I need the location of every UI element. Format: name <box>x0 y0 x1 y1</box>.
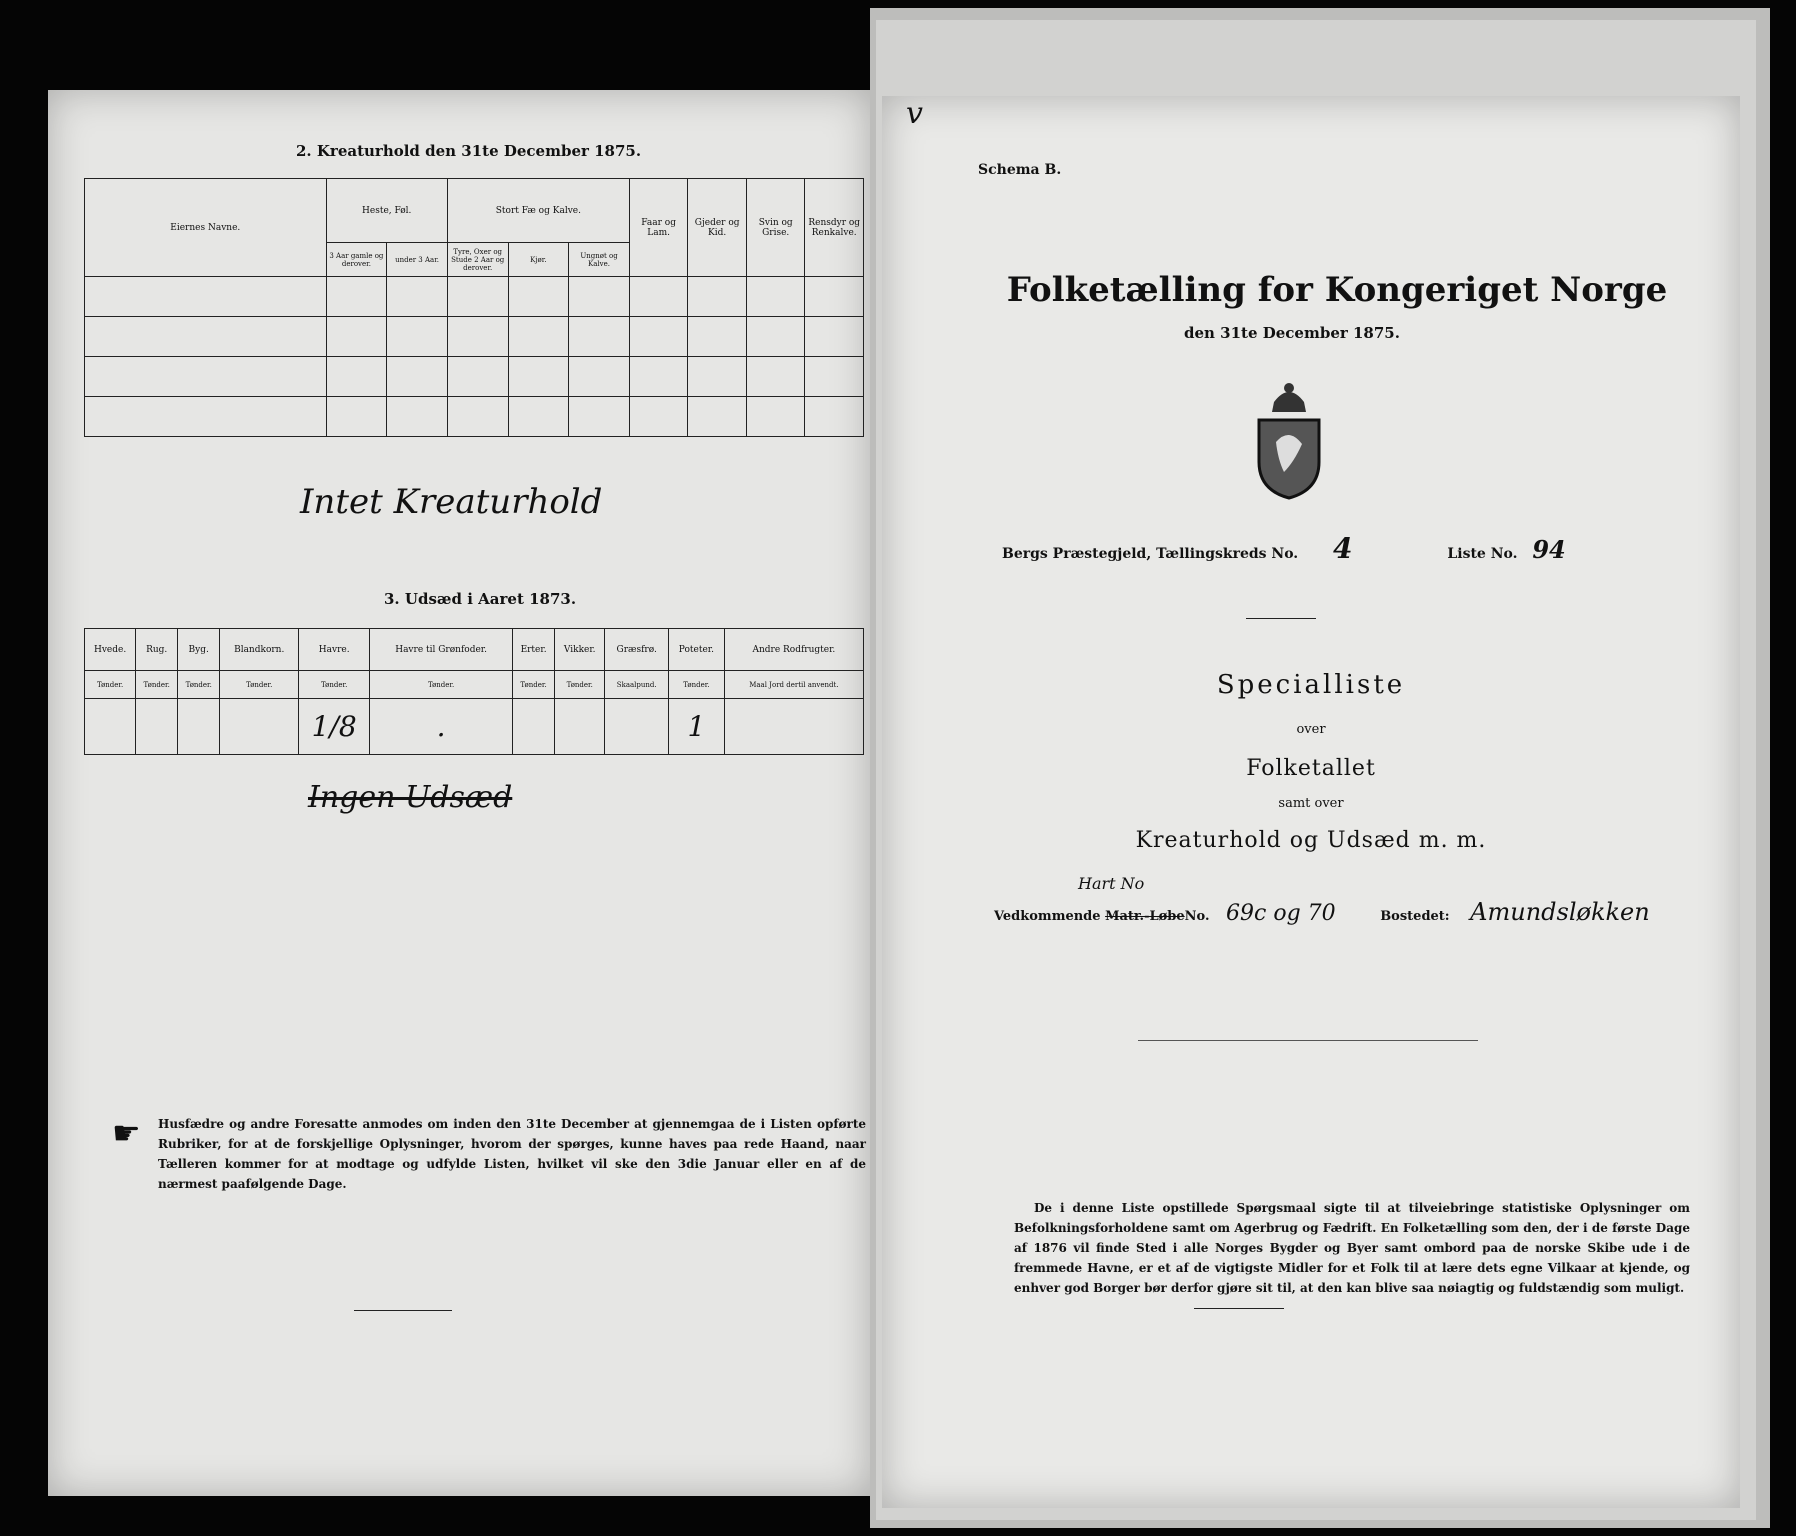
sowing-col-unit: Tønder. <box>85 671 136 699</box>
handwritten-no-sowing: Ingen Udsæd <box>308 780 513 815</box>
divider <box>1194 1308 1284 1309</box>
sowing-col-name: Havre. <box>299 629 370 671</box>
location-line <box>1002 532 1722 565</box>
sowing-col-unit: Tønder. <box>178 671 220 699</box>
property-prefix: Vedkommende <box>994 909 1101 924</box>
sowing-col-name: Byg. <box>178 629 220 671</box>
handwritten-no-livestock: Intet Kreaturhold <box>300 482 603 522</box>
table-row <box>85 277 864 317</box>
district-value: 4 <box>1333 532 1353 565</box>
notice-text: Husfædre og andre Foresatte anmodes om inden den 31te December at gjennemgaa de i Listen opførte Rubriker, for at de forskjellige Oplysninger, hvorom der spørges, kunne haves paa rede Haand, naar Tælleren kommer for at modtage og udfylde Listen, hvilket vil ske den 3die Januar eller en af de nærmest paafølgende Dage. <box>158 1117 866 1191</box>
sowing-value: 1 <box>669 699 725 755</box>
sowing-value <box>724 699 863 755</box>
gjeder-header: Gjeder og Kid. <box>688 179 747 277</box>
bostedet-value: Amundsløkken <box>1470 898 1650 926</box>
over-text: over <box>1296 722 1326 737</box>
sowing-col-unit: Tønder. <box>370 671 513 699</box>
sowing-value <box>513 699 555 755</box>
sowing-col-name: Andre Rodfrugter. <box>724 629 863 671</box>
sowing-value <box>605 699 669 755</box>
schema-label: Schema B. <box>978 162 1062 178</box>
divider <box>1138 1040 1478 1041</box>
coat-of-arms-icon <box>1244 372 1334 502</box>
sowing-col-unit: Tønder. <box>513 671 555 699</box>
corner-mark: v <box>906 96 923 131</box>
heste-b-header: under 3 Aar. <box>387 243 448 277</box>
sowing-value <box>220 699 299 755</box>
right-page <box>882 96 1740 1508</box>
specialliste-heading: Specialliste <box>1216 670 1406 700</box>
sowing-value <box>136 699 178 755</box>
section2-title: 2. Kreaturhold den 31te December 1875. <box>296 142 642 160</box>
sowing-value <box>85 699 136 755</box>
table-row <box>85 397 864 437</box>
svin-header: Svin og Grise. <box>746 179 805 277</box>
divider <box>1246 618 1316 619</box>
sowing-col-unit: Tønder. <box>669 671 725 699</box>
sowing-col-unit: Maal Jord dertil anvendt. <box>724 671 863 699</box>
table-row <box>85 317 864 357</box>
pointing-hand-icon: ☛ <box>112 1114 141 1152</box>
livestock-table <box>84 178 864 437</box>
census-title: Folketælling for Kongeriget Norge <box>1006 270 1668 310</box>
sowing-table <box>84 628 864 755</box>
stort-c-header: Ungnøt og Kalve. <box>569 243 630 277</box>
owner-header: Eiernes Navne. <box>85 179 327 277</box>
census-date: den 31te December 1875. <box>1184 324 1400 342</box>
property-struck: Matr.-Løbe <box>1105 909 1185 924</box>
stort-b-header: Kjør. <box>508 243 569 277</box>
property-suffix: No. <box>1184 909 1210 924</box>
property-value: 69c og 70 <box>1226 901 1336 926</box>
property-line <box>994 898 1734 926</box>
sowing-col-name: Rug. <box>136 629 178 671</box>
left-page <box>48 90 870 1496</box>
sowing-col-name: Havre til Grønfoder. <box>370 629 513 671</box>
kreaturhold-heading: Kreaturhold og Udsæd m. m. <box>1135 828 1487 853</box>
divider <box>354 1310 452 1311</box>
sowing-col-name: Poteter. <box>669 629 725 671</box>
samt-over-text: samt over <box>1278 796 1344 811</box>
sowing-col-name: Blandkorn. <box>220 629 299 671</box>
property-inserted: Hart No <box>1078 874 1145 893</box>
sowing-value <box>555 699 605 755</box>
sowing-col-unit: Tønder. <box>136 671 178 699</box>
sowing-col-unit: Tønder. <box>299 671 370 699</box>
sowing-value: . <box>370 699 513 755</box>
sowing-col-name: Vikker. <box>555 629 605 671</box>
list-label: Liste No. <box>1447 546 1518 562</box>
parish-label: Bergs Præstegjeld, <box>1002 546 1152 562</box>
folketallet-heading: Folketallet <box>1246 756 1376 781</box>
sowing-col-name: Hvede. <box>85 629 136 671</box>
rensdyr-header: Rensdyr og Renkalve. <box>805 179 864 277</box>
sowing-col-name: Erter. <box>513 629 555 671</box>
sowing-col-unit: Skaalpund. <box>605 671 669 699</box>
heste-a-header: 3 Aar gamle og derover. <box>326 243 387 277</box>
sowing-value <box>178 699 220 755</box>
sowing-col-unit: Tønder. <box>555 671 605 699</box>
faar-header: Faar og Lam. <box>629 179 688 277</box>
district-label: Tællingskreds No. <box>1156 546 1299 562</box>
list-value: 94 <box>1532 535 1566 564</box>
section3-title: 3. Udsæd i Aaret 1873. <box>384 590 577 608</box>
heste-header: Heste, Føl. <box>326 179 447 243</box>
sowing-col-name: Græsfrø. <box>605 629 669 671</box>
stort-header: Stort Fæ og Kalve. <box>447 179 629 243</box>
footnote-text: De i denne Liste opstillede Spørgsmaal sigte til at tilveiebringe statistiske Oplysninger om Befolkningsforholdene samt om Agerbrug og Fædrift. En Folketælling som den, der i de første Dage af 1876 vil finde Sted i alle Norges Bygder og Byer samt ombord paa de norske Skibe ude i de fremmede Havne, er et af de vigtigste Midler for et Folk til at lære dets egne Vilkaar at kjende, og enhver god Borger bør derfor gjøre sit til, at den kan blive saa nøiagtig og fuldstændig som muligt. <box>1014 1201 1690 1295</box>
sowing-col-unit: Tønder. <box>220 671 299 699</box>
stort-a-header: Tyre, Oxer og Stude 2 Aar og derover. <box>447 243 508 277</box>
bostedet-label: Bostedet: <box>1380 909 1450 924</box>
table-row <box>85 357 864 397</box>
sowing-value: 1/8 <box>299 699 370 755</box>
